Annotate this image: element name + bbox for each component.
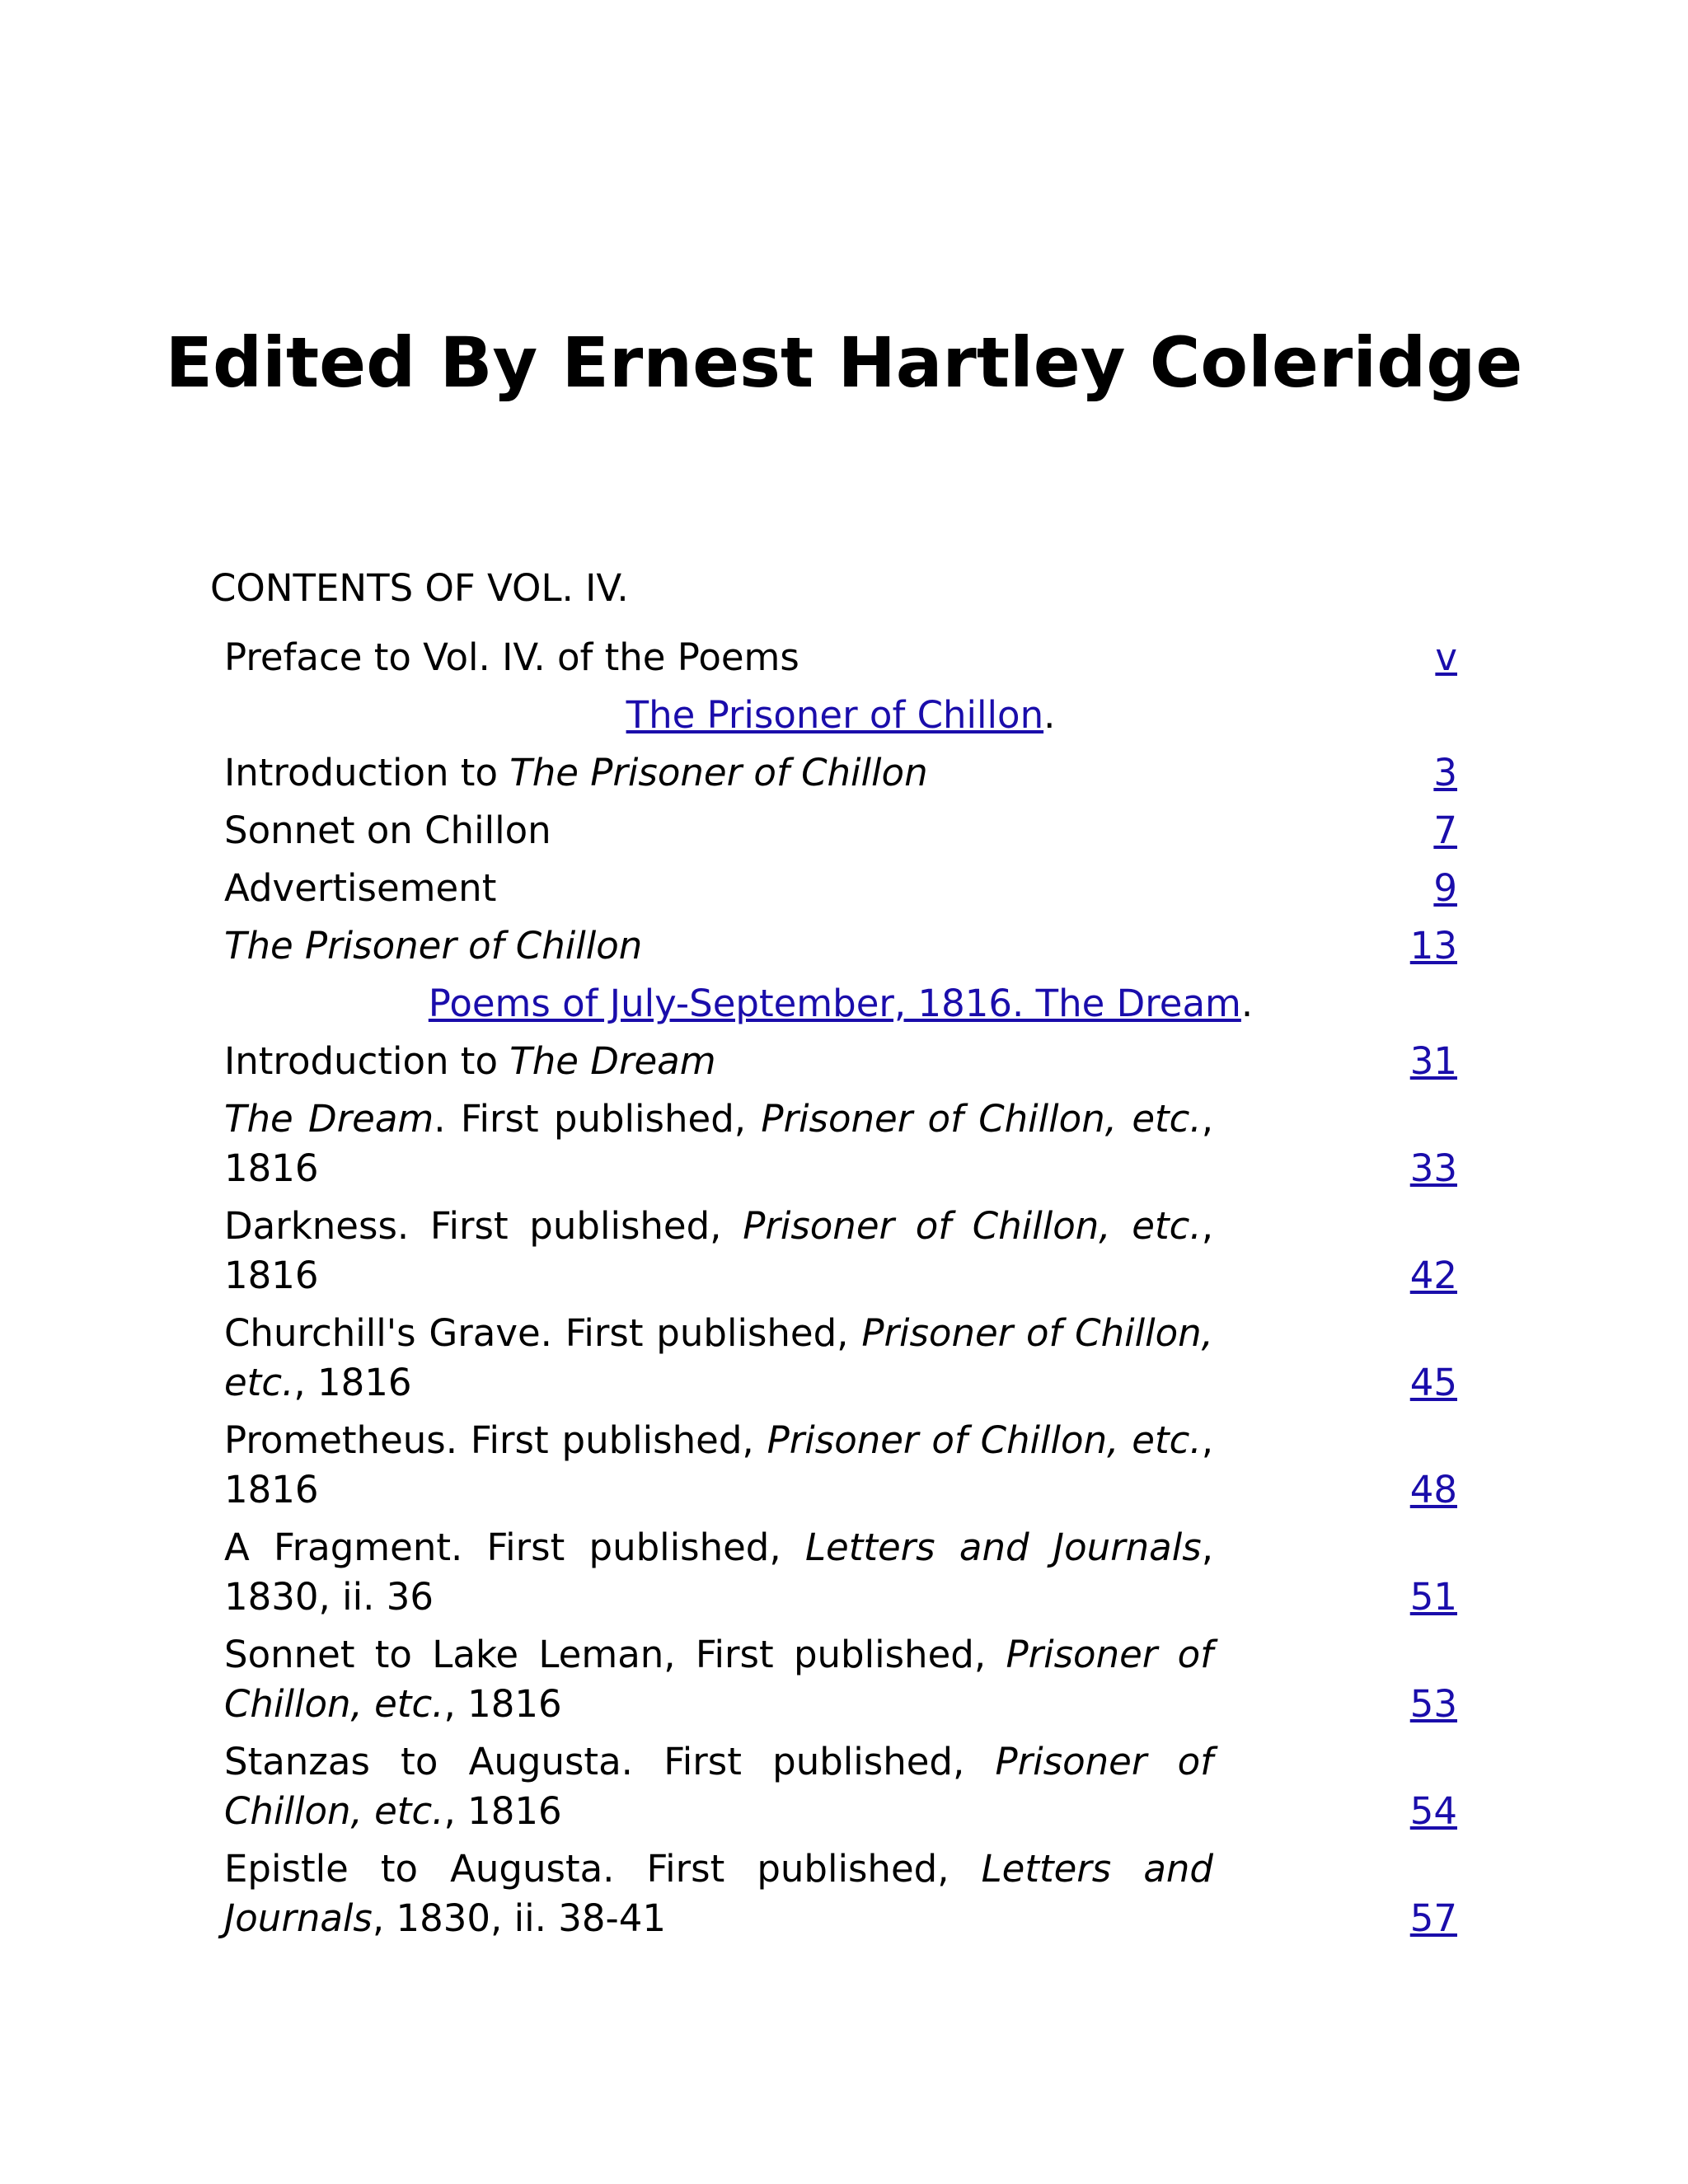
italic-title-text: The Prisoner of Chillon bbox=[509, 751, 928, 794]
toc-page-number bbox=[1391, 921, 1457, 971]
italic-title-text: Prisoner of Chillon, etc. bbox=[224, 1633, 1213, 1726]
contents-heading: CONTENTS OF VOL. IV. bbox=[210, 566, 629, 610]
toc-section-heading bbox=[224, 979, 1457, 1029]
entry-text: , 1816 bbox=[443, 1682, 562, 1726]
page-number-link[interactable]: 51 bbox=[1409, 1575, 1457, 1619]
page-number-link[interactable]: 13 bbox=[1409, 924, 1457, 968]
entry-text: Prometheus. First published, bbox=[224, 1418, 767, 1462]
italic-title-text: The Dream bbox=[509, 1039, 716, 1083]
toc-entry bbox=[224, 1309, 1457, 1408]
toc-entry bbox=[224, 1202, 1457, 1301]
entry-text: Sonnet to Lake Leman, First published, bbox=[224, 1633, 1006, 1676]
entry-text: Introduction to bbox=[224, 1039, 510, 1083]
toc-entry bbox=[224, 1523, 1457, 1622]
entry-text: Darkness. First published, bbox=[224, 1204, 743, 1248]
toc-page-number bbox=[1391, 1358, 1457, 1408]
toc-page-number bbox=[1391, 1465, 1457, 1515]
toc-section-link[interactable]: The Prisoner of Chillon bbox=[626, 693, 1044, 737]
toc-entry-title bbox=[224, 1737, 1213, 1836]
toc-page-number bbox=[1391, 1680, 1457, 1729]
page-number-link[interactable]: 54 bbox=[1409, 1789, 1457, 1833]
toc-page-number bbox=[1391, 1144, 1457, 1193]
toc-entry-title bbox=[224, 1037, 1213, 1086]
toc-page-number bbox=[1391, 1894, 1457, 1943]
toc-page-number bbox=[1391, 633, 1457, 682]
toc-entry bbox=[224, 806, 1457, 855]
page-number-link[interactable]: 57 bbox=[1409, 1896, 1457, 1940]
section-punctuation: . bbox=[1240, 982, 1254, 1025]
entry-text: Sonnet on Chillon bbox=[224, 808, 551, 852]
page-number-link[interactable]: 42 bbox=[1409, 1254, 1457, 1297]
entry-text: , 1816 bbox=[293, 1361, 412, 1404]
section-punctuation: . bbox=[1043, 693, 1056, 737]
table-of-contents bbox=[224, 633, 1457, 1952]
page-number-link[interactable]: 45 bbox=[1409, 1361, 1457, 1404]
page-number-link[interactable]: 31 bbox=[1409, 1039, 1457, 1083]
toc-entry bbox=[224, 921, 1457, 971]
italic-title-text: Letters and Journals bbox=[804, 1526, 1202, 1569]
page-number-link[interactable]: v bbox=[1435, 635, 1457, 679]
toc-entry-title bbox=[224, 1844, 1213, 1943]
entry-text: Introduction to bbox=[224, 751, 510, 794]
page-number-link[interactable]: 33 bbox=[1409, 1146, 1457, 1190]
page-number-link[interactable]: 53 bbox=[1409, 1682, 1457, 1726]
entry-text: , 1830, ii. 36 bbox=[224, 1526, 1213, 1619]
toc-entry bbox=[224, 1737, 1457, 1836]
italic-title-text: The Prisoner of Chillon bbox=[224, 924, 643, 968]
toc-entry-title bbox=[224, 864, 1213, 913]
toc-page-number bbox=[1391, 864, 1457, 913]
toc-page-number bbox=[1391, 1037, 1457, 1086]
toc-entry-title bbox=[224, 806, 1213, 855]
entry-text: , 1816 bbox=[224, 1097, 1214, 1190]
toc-entry-title bbox=[224, 1416, 1213, 1515]
entry-text: Preface to Vol. IV. of the Poems bbox=[224, 635, 799, 679]
entry-text: . First published, bbox=[434, 1097, 762, 1141]
toc-entry-title bbox=[224, 1523, 1213, 1622]
entry-text: , 1816 bbox=[443, 1789, 562, 1833]
italic-title-text: The Dream bbox=[224, 1097, 434, 1141]
toc-section-heading bbox=[224, 691, 1457, 740]
toc-page-number bbox=[1391, 1251, 1457, 1301]
toc-entry bbox=[224, 1037, 1457, 1086]
toc-entry bbox=[224, 748, 1457, 798]
italic-title-text: Prisoner of Chillon, etc. bbox=[224, 1740, 1213, 1833]
italic-title-text: Prisoner of Chillon, etc. bbox=[224, 1311, 1213, 1404]
toc-entry-title bbox=[224, 633, 1213, 682]
toc-page-number bbox=[1391, 1572, 1457, 1622]
toc-page-number bbox=[1391, 1787, 1457, 1836]
page-title: Edited By Ernest Hartley Coleridge bbox=[165, 322, 1523, 403]
page-number-link[interactable]: 7 bbox=[1433, 808, 1457, 852]
toc-entry-title bbox=[224, 748, 1213, 798]
toc-entry-title bbox=[224, 1630, 1213, 1729]
page-number-link[interactable]: 9 bbox=[1433, 866, 1457, 910]
entry-text: , 1816 bbox=[224, 1204, 1213, 1297]
entry-text: Epistle to Augusta. First published, bbox=[224, 1847, 982, 1891]
toc-section-link[interactable]: Poems of July-September, 1816. The Dream bbox=[428, 982, 1241, 1025]
entry-text: , 1816 bbox=[224, 1418, 1213, 1511]
toc-page-number bbox=[1391, 806, 1457, 855]
entry-text: Churchill's Grave. First published, bbox=[224, 1311, 862, 1355]
entry-text: Stanzas to Augusta. First published, bbox=[224, 1740, 996, 1783]
toc-entry bbox=[224, 864, 1457, 913]
toc-entry bbox=[224, 1416, 1457, 1515]
italic-title-text: Prisoner of Chillon, etc. bbox=[767, 1418, 1202, 1462]
toc-entry bbox=[224, 633, 1457, 682]
toc-entry-title bbox=[224, 1202, 1213, 1301]
toc-entry-title bbox=[224, 1094, 1213, 1193]
toc-entry bbox=[224, 1844, 1457, 1943]
italic-title-text: Prisoner of Chillon, etc. bbox=[743, 1204, 1202, 1248]
page-number-link[interactable]: 48 bbox=[1409, 1468, 1457, 1511]
page-number-link[interactable]: 3 bbox=[1433, 751, 1457, 794]
toc-entry-title bbox=[224, 921, 1213, 971]
entry-text: , 1830, ii. 38-41 bbox=[372, 1896, 666, 1940]
italic-title-text: Letters and Journals bbox=[224, 1847, 1213, 1940]
entry-text: Advertisement bbox=[224, 866, 497, 910]
toc-entry bbox=[224, 1630, 1457, 1729]
entry-text: A Fragment. First published, bbox=[224, 1526, 805, 1569]
toc-entry bbox=[224, 1094, 1457, 1193]
toc-page-number bbox=[1391, 748, 1457, 798]
italic-title-text: Prisoner of Chillon, etc. bbox=[761, 1097, 1202, 1141]
toc-entry-title bbox=[224, 1309, 1213, 1408]
